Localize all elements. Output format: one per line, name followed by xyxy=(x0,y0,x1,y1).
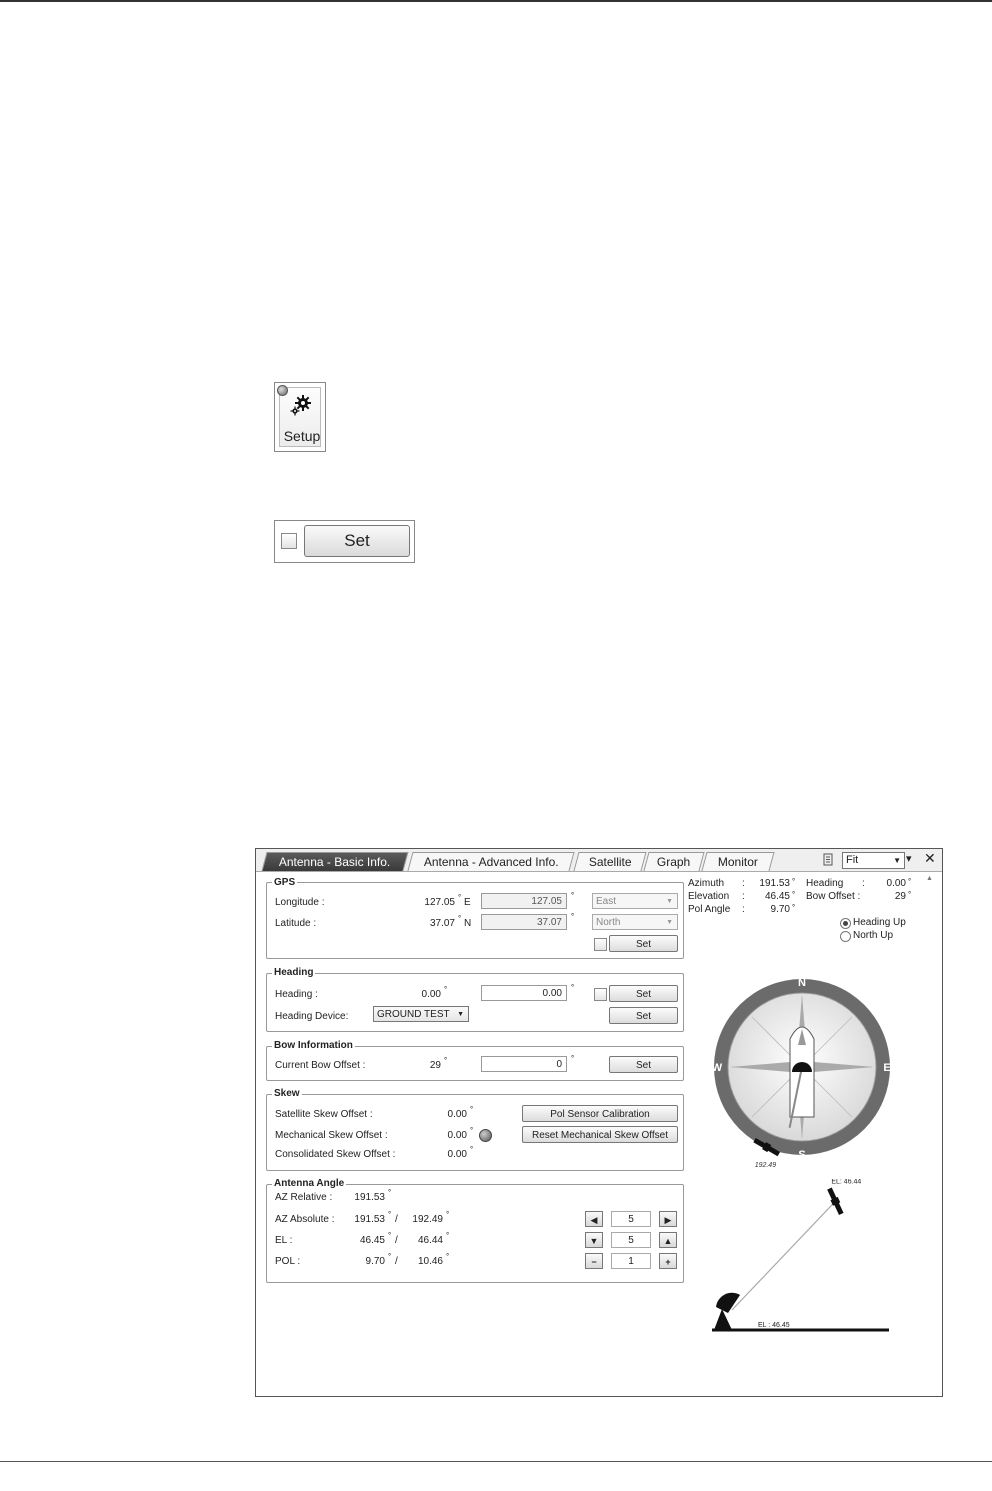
chevron-down-icon: ▼ xyxy=(666,898,673,905)
longitude-dir-select[interactable]: East ▼ xyxy=(592,893,678,909)
deg-symbol: ° xyxy=(470,1105,474,1114)
pol-step-input[interactable]: 1 xyxy=(611,1253,651,1269)
deg-symbol: ° xyxy=(446,1252,450,1261)
gps-set-button[interactable]: Set xyxy=(609,935,678,952)
chevron-down-icon: ▼ xyxy=(457,1011,464,1018)
elevation-line xyxy=(732,1201,835,1310)
tab-antenna-basic[interactable]: Antenna - Basic Info. xyxy=(261,852,408,871)
heading-device-select[interactable]: GROUND TEST ▼ xyxy=(373,1006,469,1022)
skew-group xyxy=(266,1088,684,1171)
settings-icon[interactable] xyxy=(822,853,834,866)
deg-symbol: ° xyxy=(388,1188,392,1197)
deg-symbol: ° xyxy=(470,1145,474,1154)
longitude-dir: E xyxy=(464,897,471,908)
el-label: EL : xyxy=(275,1235,293,1246)
pol-value2: 10.46 xyxy=(417,1256,443,1267)
set-callout xyxy=(274,520,415,563)
latitude-dir: N xyxy=(464,918,472,929)
set-checkbox[interactable] xyxy=(281,533,297,549)
azimuth-value: 191.53 xyxy=(759,878,790,889)
north-letter: N xyxy=(798,977,806,989)
gears-icon xyxy=(290,394,312,416)
antenna-angle-title: Antenna Angle xyxy=(274,1178,345,1189)
antenna-dish-icon xyxy=(714,1293,740,1330)
separator: / xyxy=(395,1235,398,1246)
heading-group xyxy=(266,967,684,1032)
latitude-label: Latitude : xyxy=(275,918,317,929)
az-step-input[interactable]: 5 xyxy=(611,1211,651,1227)
deg-symbol: ° xyxy=(792,890,796,899)
bow-readout-label: Bow Offset : xyxy=(806,891,861,902)
bow-set-button[interactable]: Set xyxy=(609,1056,678,1073)
tab-bar xyxy=(256,849,942,872)
close-icon[interactable]: ✕ xyxy=(924,850,936,866)
el-value2: 46.44 xyxy=(417,1235,443,1246)
heading-up-radio[interactable] xyxy=(840,918,851,929)
el-down-button[interactable] xyxy=(585,1232,603,1248)
latitude-dir-select[interactable]: North ▼ xyxy=(592,914,678,930)
heading-set-button[interactable]: Set xyxy=(609,985,678,1002)
bow-offset-value: 29 xyxy=(429,1060,441,1071)
pol-angle-label: Pol Angle xyxy=(688,904,731,915)
az-right-button[interactable] xyxy=(659,1211,677,1227)
deg-symbol: ° xyxy=(908,877,912,886)
az-absolute-label: AZ Absolute : xyxy=(275,1214,335,1225)
heading-label: Heading : xyxy=(275,989,318,1000)
colon: : xyxy=(742,904,745,915)
south-letter: S xyxy=(798,1149,806,1161)
minus-icon: − xyxy=(591,1257,597,1267)
setup-button[interactable] xyxy=(274,382,326,452)
deg-symbol: ° xyxy=(792,877,796,886)
az-relative-label: AZ Relative : xyxy=(275,1192,333,1203)
east-letter: E xyxy=(883,1062,891,1074)
heading-input[interactable]: 0.00 xyxy=(481,985,567,1001)
reset-mech-skew-button[interactable]: Reset Mechanical Skew Offset xyxy=(522,1126,678,1143)
deg-symbol: ° xyxy=(458,893,462,902)
longitude-input[interactable]: 127.05 xyxy=(481,893,567,909)
arrow-right-icon: ▶ xyxy=(664,1215,672,1225)
deg-symbol: ° xyxy=(458,914,462,923)
gps-group xyxy=(266,877,684,959)
el-up-button[interactable] xyxy=(659,1232,677,1248)
plus-icon: + xyxy=(665,1257,671,1267)
colon: : xyxy=(862,878,865,889)
setup-label: Setup xyxy=(283,428,321,444)
status-led-icon xyxy=(277,385,288,396)
latitude-value: 37.07 xyxy=(429,918,455,929)
deg-symbol: ° xyxy=(446,1210,450,1219)
pol-value: 9.70 xyxy=(365,1256,385,1267)
pol-label: POL : xyxy=(275,1256,301,1267)
az-relative-value: 191.53 xyxy=(354,1192,385,1203)
gps-title: GPS xyxy=(274,877,296,888)
deg-symbol: ° xyxy=(388,1210,392,1219)
sat-skew-label: Satellite Skew Offset : xyxy=(275,1109,373,1120)
satellite-az-label: 192.49 xyxy=(754,1162,777,1170)
west-letter: W xyxy=(711,1062,723,1074)
bottom-rule xyxy=(0,1461,992,1462)
heading-up-label: Heading Up xyxy=(853,917,906,928)
deg-symbol: ° xyxy=(908,890,912,899)
az-absolute-value: 191.53 xyxy=(354,1214,385,1225)
el-step-input[interactable]: 5 xyxy=(611,1232,651,1248)
heading-readout-label: Heading xyxy=(806,878,844,889)
deg-symbol: ° xyxy=(571,912,575,921)
tab-antenna-advanced[interactable]: Antenna - Advanced Info. xyxy=(407,852,574,871)
north-up-label: North Up xyxy=(853,930,894,941)
elevation-value: 46.45 xyxy=(764,891,790,902)
bow-group xyxy=(266,1040,684,1081)
mech-skew-label: Mechanical Skew Offset : xyxy=(275,1130,388,1141)
longitude-label: Longitude : xyxy=(275,897,325,908)
tab-monitor[interactable]: Monitor xyxy=(701,852,774,871)
tab-graph[interactable]: Graph xyxy=(643,852,704,871)
deg-symbol: ° xyxy=(388,1252,392,1261)
arrow-up-icon: ▲ xyxy=(663,1236,673,1246)
deg-symbol: ° xyxy=(571,891,575,900)
heading-value: 0.00 xyxy=(421,989,441,1000)
tab-satellite[interactable]: Satellite xyxy=(573,852,646,871)
deg-symbol: ° xyxy=(571,1054,575,1063)
pol-plus-button[interactable] xyxy=(659,1253,677,1269)
menu-dropdown-icon[interactable]: ▾ xyxy=(906,853,912,865)
bow-offset-label: Current Bow Offset : xyxy=(275,1060,366,1071)
bow-offset-input[interactable]: 0 xyxy=(481,1056,567,1072)
deg-symbol: ° xyxy=(792,903,796,912)
deg-symbol: ° xyxy=(446,1231,450,1240)
bow-readout-value: 29 xyxy=(894,891,906,902)
zoom-select[interactable]: Fit ▼ xyxy=(842,852,905,869)
deg-symbol: ° xyxy=(444,985,448,994)
deg-symbol: ° xyxy=(444,1056,448,1065)
antenna-el-label: EL : 46.45 xyxy=(758,1322,790,1329)
antenna-window xyxy=(255,848,943,1397)
pol-minus-button[interactable] xyxy=(585,1253,603,1269)
arrow-left-icon: ◀ xyxy=(590,1215,598,1225)
skew-title: Skew xyxy=(274,1088,300,1099)
chevron-down-icon: ▼ xyxy=(893,856,901,865)
mech-skew-value: 0.00 xyxy=(447,1130,467,1141)
separator: / xyxy=(395,1256,398,1267)
sat-skew-value: 0.00 xyxy=(447,1109,467,1120)
longitude-value: 127.05 xyxy=(424,897,455,908)
separator: / xyxy=(395,1214,398,1225)
colon: : xyxy=(742,878,745,889)
deg-symbol: ° xyxy=(470,1126,474,1135)
set-button[interactable]: Set xyxy=(304,525,410,557)
top-rule xyxy=(0,0,992,2)
north-up-radio[interactable] xyxy=(840,931,851,942)
az-left-button[interactable] xyxy=(585,1211,603,1227)
heading-set-checkbox[interactable] xyxy=(594,988,607,1001)
elevation-label: Elevation xyxy=(688,891,730,902)
chevron-down-icon: ▼ xyxy=(666,919,673,926)
compass-view xyxy=(702,967,902,1177)
azimuth-label: Azimuth xyxy=(688,878,725,889)
scroll-up-icon[interactable]: ▲ xyxy=(926,875,933,882)
cons-skew-label: Consolidated Skew Offset : xyxy=(275,1149,396,1160)
arrow-down-icon: ▼ xyxy=(589,1236,599,1246)
pol-angle-value: 9.70 xyxy=(770,904,790,915)
deg-symbol: ° xyxy=(388,1231,392,1240)
az-absolute-value2: 192.49 xyxy=(412,1214,443,1225)
pol-sensor-calibration-button[interactable]: Pol Sensor Calibration xyxy=(522,1105,678,1122)
heading-device-set-button[interactable]: Set xyxy=(609,1007,678,1024)
gps-set-checkbox[interactable] xyxy=(594,938,607,951)
deg-symbol: ° xyxy=(571,983,575,992)
heading-title: Heading xyxy=(274,967,314,978)
status-led-icon xyxy=(479,1129,492,1142)
cons-skew-value: 0.00 xyxy=(447,1149,467,1160)
heading-readout-value: 0.00 xyxy=(886,878,906,889)
satellite-icon xyxy=(826,1187,845,1216)
colon: : xyxy=(742,891,745,902)
bow-title: Bow Information xyxy=(274,1040,353,1051)
latitude-input[interactable]: 37.07 xyxy=(481,914,567,930)
satellite-el-label: EL: 46.44 xyxy=(831,1179,862,1186)
antenna-angle-group xyxy=(266,1178,684,1283)
el-value: 46.45 xyxy=(359,1235,385,1246)
elevation-view xyxy=(684,1179,894,1339)
heading-device-label: Heading Device: xyxy=(275,1011,349,1022)
